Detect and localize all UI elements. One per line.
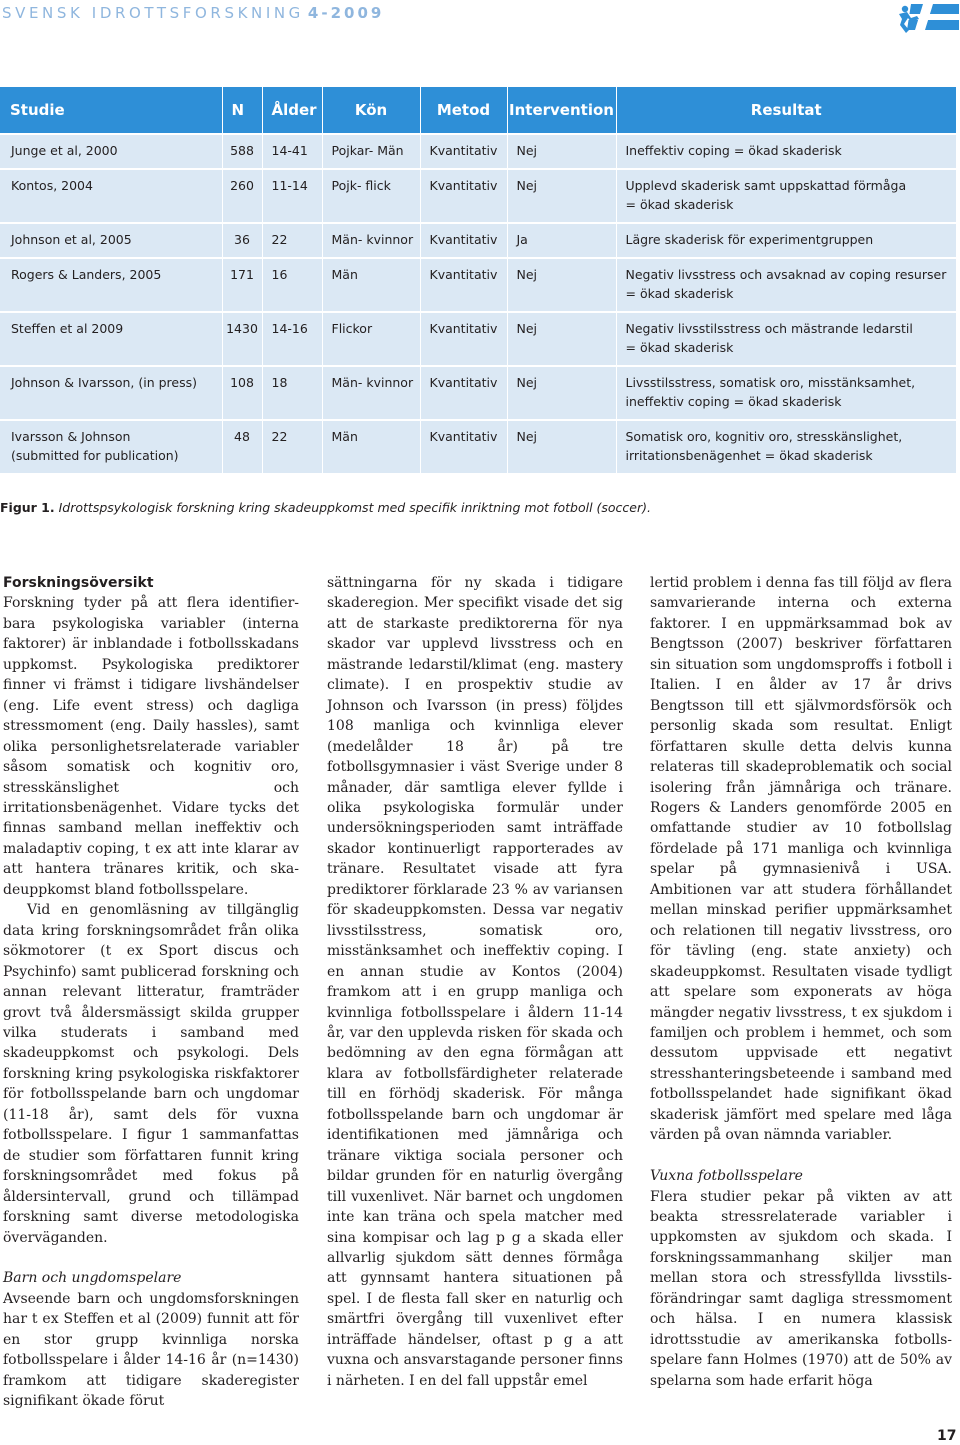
- cell-alder: 22: [262, 420, 322, 473]
- cell-studie: Steffen et al 2009: [0, 312, 222, 366]
- cell-metod: Kvantitativ: [420, 312, 507, 366]
- cell-intervention: Nej: [507, 366, 616, 420]
- cell-n: 171: [222, 258, 262, 312]
- cell-metod: Kvantitativ: [420, 169, 507, 223]
- article-column-2: [327, 573, 623, 1391]
- cell-metod: Kvantitativ: [420, 420, 507, 473]
- figure-caption-text: Idrottspsykologisk forskning kring skadeuppkomst med specifik inriktning mot fotboll (soccer).: [54, 500, 651, 515]
- cell-resultat: Livsstilsstress, somatisk oro, misstänksamhet, ineffektiv coping = ökad skaderisk: [616, 366, 956, 420]
- cell-studie: Rogers & Landers, 2005: [0, 258, 222, 312]
- header-kon: Kön: [322, 87, 420, 134]
- paragraph: lertid problem i denna fas till följd av flera samvarierande interna och externa faktorer. I en uppmärksammad bok av Bengtsson (2007) beskriver författaren sin situation som ungdomsproffs i fotboll i Italien. I en ålder av 17 år drivs Bengtsson till ett självmordsförsök och personlig skada som resultat. Enligt författaren skulle detta delvis kunna relateras till skadeproblematik och social isolering från jämnåriga och tränare. Rogers & Landers genomförde 2005 en omfattande studier av 10 fotbollslag fördelade på 171 manliga och kvinnliga spelar på gymnasienivå i USA. Ambitionen var att studera förhållandet mellan minskad perifier uppmärksamhet och relationen till negativ livsstress, oro för tävling (eng. state anxiety) och skadeuppkomst. Resultaten visade tydligt att spelare som exponerats av höga mängder negativ livsstress, t ex sjukdom i familjen och problem i hemmet, och som dessutom uppvisade ett negativt stresshanteringsbeteende i samband med fotbollsspelandet hade signifikant ökad skaderisk jämfört med spelare med låga värden på ovan nämnda variabler.: [650, 575, 952, 1144]
- header-intervention: Intervention: [507, 87, 616, 134]
- table-header-row: [0, 87, 956, 134]
- subsection-heading: Barn och ungdomspelare: [3, 1270, 182, 1287]
- cell-n: 108: [222, 366, 262, 420]
- cell-kon: Män- kvinnor: [322, 223, 420, 258]
- running-figure-flag-icon: [897, 0, 959, 36]
- cell-intervention: Nej: [507, 420, 616, 473]
- paragraph: Avseende barn och ungdomsforskningen har t ex Steffen et al (2009) funnit att för en stor grupp kvinnliga norska fotbollsspelare i ålder 14-16 år (n=1430) framkom att tidigare skaderegister signifikant ökade förut: [3, 1290, 299, 1410]
- cell-kon: Män: [322, 258, 420, 312]
- cell-n: 48: [222, 420, 262, 473]
- cell-studie: Kontos, 2004: [0, 169, 222, 223]
- cell-metod: Kvantitativ: [420, 258, 507, 312]
- cell-resultat: Ineffektiv coping = ökad skaderisk: [616, 134, 956, 169]
- cell-studie: Junge et al, 2000: [0, 134, 222, 169]
- figure-label: Figur 1.: [0, 500, 55, 515]
- journal-title: SVENSK IDROTTSFORSKNING: [2, 4, 304, 22]
- cell-intervention: Nej: [507, 312, 616, 366]
- paragraph: Forskning tyder på att flera identifierbara psykologiska variabler (interna faktorer) är inblandade i fotbollsskadans uppkomst. Psykologiska prediktorer finner vi främst i tidigare livshändelser (eng. Life event stress) och dagliga stressmoment (eng. Daily hassles), samt olika personlighetsrelaterade variabler såsom somatisk och kognitiv oro, stresskänslighet och irritationsbenägenhet. Vidare tycks det finnas samband mellan ineffektiv och maladaptiv coping, t ex att inte klarar av att hantera tränares kritik, och skadeuppkomst bland fotbollsspelare.: [3, 595, 299, 898]
- cell-resultat: Negativ livsstilsstress och mästrande ledarstil = ökad skaderisk: [616, 312, 956, 366]
- cell-n: 36: [222, 223, 262, 258]
- header-metod: Metod: [420, 87, 507, 134]
- table-row: [0, 169, 956, 223]
- paragraph: Flera studier pekar på vikten av att beakta stressrelaterade variabler i uppkomsten av sjukdom och skada. I forskningssammanhang skiljer man mellan stora och stressfyllda livsstilsförändringar samt dagliga stressmoment och hälsa. I en numera klassisk idrottsstudie av amerikanska fotbollsspelare fann Holmes (1970) att de 50% av spelarna som hade erfarit höga: [650, 1188, 952, 1389]
- cell-metod: Kvantitativ: [420, 223, 507, 258]
- table-row: [0, 258, 956, 312]
- cell-intervention: Nej: [507, 134, 616, 169]
- studies-table: [0, 87, 956, 473]
- cell-n: 260: [222, 169, 262, 223]
- cell-intervention: Nej: [507, 169, 616, 223]
- cell-alder: 14-16: [262, 312, 322, 366]
- table-row: [0, 420, 956, 473]
- cell-intervention: Nej: [507, 258, 616, 312]
- cell-resultat: Upplevd skaderisk samt uppskattad förmåga = ökad skaderisk: [616, 169, 956, 223]
- cell-alder: 18: [262, 366, 322, 420]
- section-heading: Forskningsöversikt: [3, 575, 154, 591]
- cell-kon: Män- kvinnor: [322, 366, 420, 420]
- cell-alder: 11-14: [262, 169, 322, 223]
- page-number: 17: [937, 1428, 957, 1444]
- header-studie: Studie: [0, 87, 222, 134]
- table-row: [0, 312, 956, 366]
- cell-n: 1430: [222, 312, 262, 366]
- cell-studie: Ivarsson & Johnson (submitted for publication): [0, 420, 222, 473]
- paragraph: Vid en genomläsning av tillgänglig data kring forskningsområdet från olika sökmotorer (t ex Sport discus och Psychinfo) samt publicerad forskning och annan relevant litteratur, framträder grovt två åldersmässigt skilda grupper vilka studerats i samband med skadeuppkomst och psykologi. Dels forskning kring psykologiska riskfaktorer för fotbollsspelande barn och ungdomar (11-18 år), samt dels för vuxna fotbollsspelare. I figur 1 sammanfattas de studier som författaren funnit kring forskningsområdet med fokus på åldersintervall, grund och tillämpad forskning samt diverse metodologiska överväganden.: [3, 902, 299, 1246]
- cell-resultat: Lägre skaderisk för experimentgruppen: [616, 223, 956, 258]
- cell-kon: Pojk- flick: [322, 169, 420, 223]
- cell-kon: Pojkar- Män: [322, 134, 420, 169]
- cell-n: 588: [222, 134, 262, 169]
- header-n: N: [222, 87, 262, 134]
- paragraph: sättningarna för ny skada i tidigare skaderegion. Mer specifikt visade det sig att de starkaste prediktorerna för nya skador var upplevd livsstress och en mästrande ledarstil/klimat (eng. mastery climate). I en prospektiv studie av Johnson och Ivarsson (in press) följdes 108 manliga och kvinnliga elever (medelålder 18 år) på tre fotbollsgymnasier i väst Sverige under 8 månader, där samtliga elever fyllde i olika psykologiska formulär under undersökningsperioden samt inträffade skador kontinuerligt rapporterades av tränare. Resultatet visade att fyra prediktorer förklarade 23 % av variansen för skadeuppkomsten. Dessa var negativ livsstilsstress, somatisk oro, misstänksamhet och ineffektiv coping. I en annan studie av Kontos (2004) framkom att i en grupp manliga och kvinnliga fotbollsspelare i åldern 11-14 år, var den upplevda risken för skada och bedömning av den egna förmågan att klara av fotbollsfärdigheter relaterade till en förhödj skaderisk. För många fotbollsspelande barn och ungdomar är identifikationen med jämnåriga och tränare viktiga sociala personer och bildar grunden för en naturlig övergång till vuxenlivet. När barnet och ungdomen inte kan träna och spela matcher med sina kompisar och lag p g a skada eller allvarlig sjukdom sätt dennes förmåga att gynnsamt hantera situationen på spel. I de flesta fall sker en naturlig och smärtfri övergång till vuxenlivet efter inträffade händelser, oftast p g a att vuxna och ansvarstagande personer finns i närheten. I en del fall uppstår emel: [327, 575, 623, 1389]
- subsection-heading: Vuxna fotbollsspelare: [650, 1168, 803, 1185]
- table-row: [0, 366, 956, 420]
- cell-kon: Män: [322, 420, 420, 473]
- cell-studie: Johnson et al, 2005: [0, 223, 222, 258]
- cell-kon: Flickor: [322, 312, 420, 366]
- cell-metod: Kvantitativ: [420, 134, 507, 169]
- cell-resultat: Negativ livsstress och avsaknad av coping resurser = ökad skaderisk: [616, 258, 956, 312]
- table-row: [0, 134, 956, 169]
- table-row: [0, 223, 956, 258]
- cell-alder: 22: [262, 223, 322, 258]
- cell-alder: 14-41: [262, 134, 322, 169]
- article-column-3: [650, 573, 952, 1391]
- cell-metod: Kvantitativ: [420, 366, 507, 420]
- figure-caption: [0, 500, 956, 515]
- header-alder: Ålder: [262, 87, 322, 134]
- cell-intervention: Ja: [507, 223, 616, 258]
- masthead: [2, 4, 384, 22]
- cell-studie: Johnson & Ivarsson, (in press): [0, 366, 222, 420]
- issue-number: 4-2009: [307, 4, 385, 22]
- cell-alder: 16: [262, 258, 322, 312]
- header-resultat: Resultat: [616, 87, 956, 134]
- cell-resultat: Somatisk oro, kognitiv oro, stresskänslighet, irritationsbenägenhet = ökad skaderisk: [616, 420, 956, 473]
- article-column-1: [3, 573, 299, 1412]
